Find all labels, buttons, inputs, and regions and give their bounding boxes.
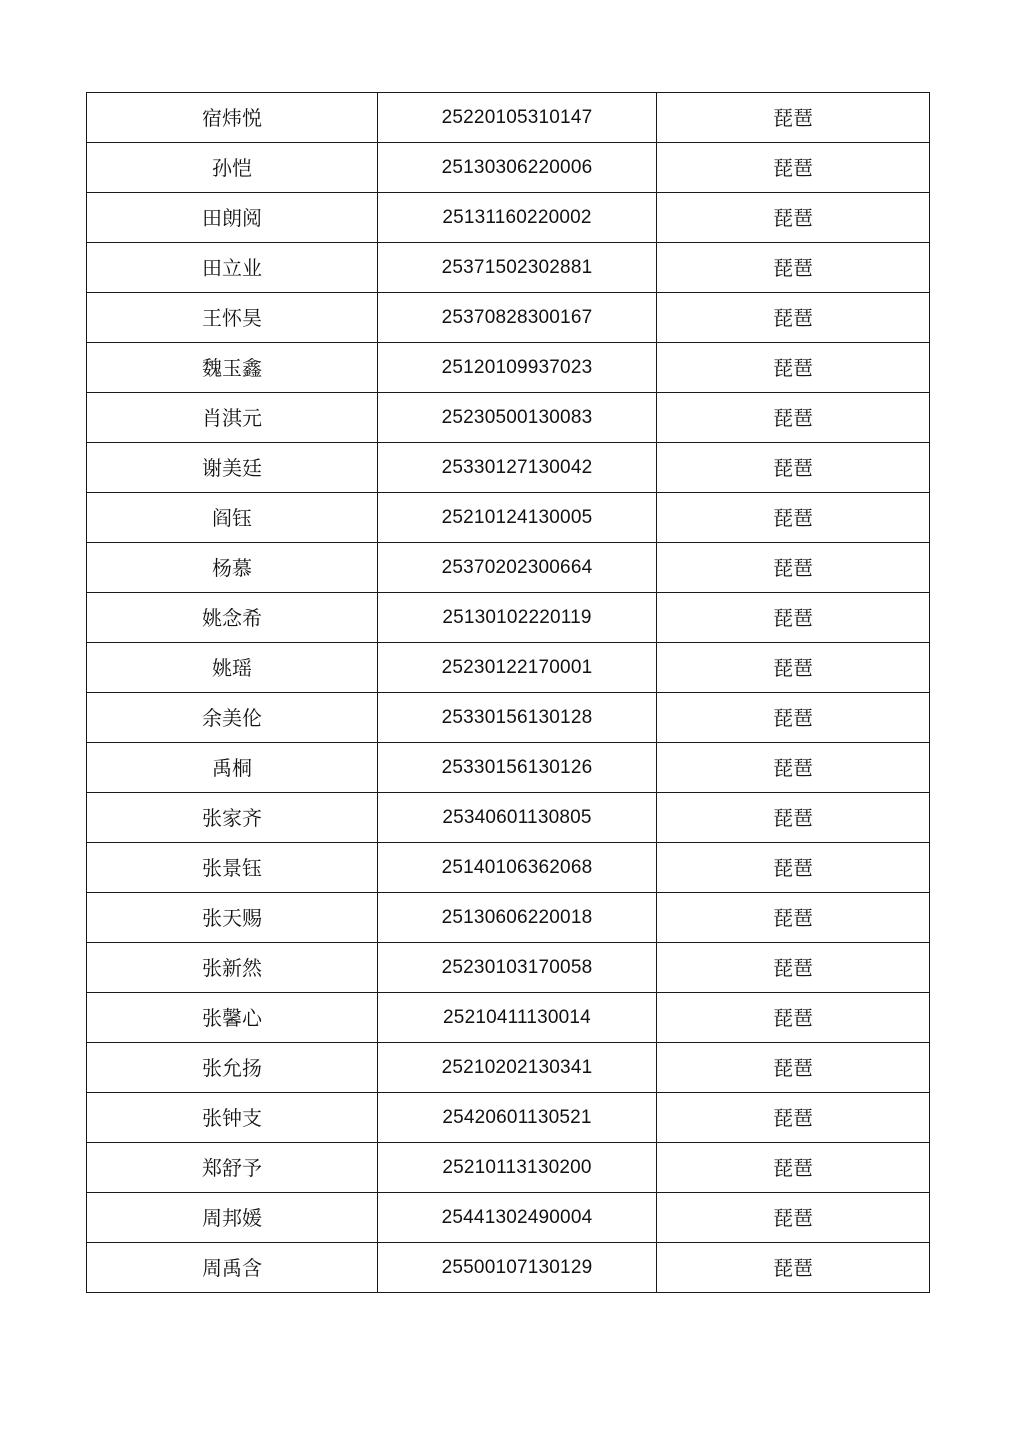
name-cell: 魏玉鑫 bbox=[87, 343, 378, 393]
candidate-id-cell: 25131160220002 bbox=[378, 193, 657, 243]
instrument-cell: 琵琶 bbox=[657, 593, 930, 643]
instrument-cell: 琵琶 bbox=[657, 793, 930, 843]
candidate-id-cell: 25210411130014 bbox=[378, 993, 657, 1043]
name-cell: 周邦媛 bbox=[87, 1193, 378, 1243]
name-cell: 张天赐 bbox=[87, 893, 378, 943]
instrument-cell: 琵琶 bbox=[657, 143, 930, 193]
candidate-id-cell: 25420601130521 bbox=[378, 1093, 657, 1143]
instrument-cell: 琵琶 bbox=[657, 343, 930, 393]
instrument-cell: 琵琶 bbox=[657, 1243, 930, 1293]
candidate-id-cell: 25330156130126 bbox=[378, 743, 657, 793]
candidate-id-cell: 25130606220018 bbox=[378, 893, 657, 943]
table-row bbox=[87, 893, 930, 943]
instrument-cell: 琵琶 bbox=[657, 943, 930, 993]
name-cell: 姚念希 bbox=[87, 593, 378, 643]
candidate-id-cell: 25370202300664 bbox=[378, 543, 657, 593]
name-cell: 张家齐 bbox=[87, 793, 378, 843]
instrument-cell: 琵琶 bbox=[657, 243, 930, 293]
candidate-id-cell: 25130102220119 bbox=[378, 593, 657, 643]
instrument-cell: 琵琶 bbox=[657, 1193, 930, 1243]
name-cell: 郑舒予 bbox=[87, 1143, 378, 1193]
instrument-cell: 琵琶 bbox=[657, 293, 930, 343]
instrument-cell: 琵琶 bbox=[657, 193, 930, 243]
name-cell: 谢美廷 bbox=[87, 443, 378, 493]
instrument-cell: 琵琶 bbox=[657, 1093, 930, 1143]
name-cell: 孙恺 bbox=[87, 143, 378, 193]
table-row bbox=[87, 843, 930, 893]
candidate-id-cell: 25330156130128 bbox=[378, 693, 657, 743]
candidate-id-cell: 25210124130005 bbox=[378, 493, 657, 543]
name-cell: 周禹含 bbox=[87, 1243, 378, 1293]
table-row bbox=[87, 93, 930, 143]
candidate-id-cell: 25371502302881 bbox=[378, 243, 657, 293]
table-row bbox=[87, 743, 930, 793]
name-cell: 杨慕 bbox=[87, 543, 378, 593]
candidate-id-cell: 25220105310147 bbox=[378, 93, 657, 143]
instrument-cell: 琵琶 bbox=[657, 643, 930, 693]
candidate-id-cell: 25230122170001 bbox=[378, 643, 657, 693]
instrument-cell: 琵琶 bbox=[657, 493, 930, 543]
name-cell: 宿炜悦 bbox=[87, 93, 378, 143]
candidate-id-cell: 25140106362068 bbox=[378, 843, 657, 893]
name-cell: 张允扬 bbox=[87, 1043, 378, 1093]
name-cell: 田朗阅 bbox=[87, 193, 378, 243]
instrument-cell: 琵琶 bbox=[657, 993, 930, 1043]
name-cell: 张馨心 bbox=[87, 993, 378, 1043]
name-cell: 王怀昊 bbox=[87, 293, 378, 343]
instrument-cell: 琵琶 bbox=[657, 93, 930, 143]
name-cell: 张新然 bbox=[87, 943, 378, 993]
table-row bbox=[87, 1243, 930, 1293]
name-cell: 姚瑶 bbox=[87, 643, 378, 693]
instrument-cell: 琵琶 bbox=[657, 443, 930, 493]
table-row bbox=[87, 693, 930, 743]
table-row bbox=[87, 1193, 930, 1243]
instrument-cell: 琵琶 bbox=[657, 1043, 930, 1093]
candidate-id-cell: 25210202130341 bbox=[378, 1043, 657, 1093]
candidate-id-cell: 25130306220006 bbox=[378, 143, 657, 193]
candidate-id-cell: 25230500130083 bbox=[378, 393, 657, 443]
table-row bbox=[87, 643, 930, 693]
table-row bbox=[87, 443, 930, 493]
table-row bbox=[87, 993, 930, 1043]
name-cell: 阎钰 bbox=[87, 493, 378, 543]
instrument-cell: 琵琶 bbox=[657, 393, 930, 443]
roster-table bbox=[86, 92, 930, 1293]
table-row bbox=[87, 393, 930, 443]
candidate-id-cell: 25330127130042 bbox=[378, 443, 657, 493]
table-row bbox=[87, 343, 930, 393]
table-row bbox=[87, 143, 930, 193]
table-row bbox=[87, 1143, 930, 1193]
instrument-cell: 琵琶 bbox=[657, 843, 930, 893]
candidate-id-cell: 25500107130129 bbox=[378, 1243, 657, 1293]
candidate-id-cell: 25210113130200 bbox=[378, 1143, 657, 1193]
name-cell: 张景钰 bbox=[87, 843, 378, 893]
table-row bbox=[87, 543, 930, 593]
name-cell: 禹桐 bbox=[87, 743, 378, 793]
candidate-id-cell: 25441302490004 bbox=[378, 1193, 657, 1243]
candidate-id-cell: 25370828300167 bbox=[378, 293, 657, 343]
table-row bbox=[87, 943, 930, 993]
candidate-id-cell: 25120109937023 bbox=[378, 343, 657, 393]
instrument-cell: 琵琶 bbox=[657, 893, 930, 943]
table-row bbox=[87, 593, 930, 643]
table-row bbox=[87, 493, 930, 543]
name-cell: 余美伦 bbox=[87, 693, 378, 743]
table-row bbox=[87, 193, 930, 243]
instrument-cell: 琵琶 bbox=[657, 693, 930, 743]
instrument-cell: 琵琶 bbox=[657, 1143, 930, 1193]
table-row bbox=[87, 793, 930, 843]
table-row bbox=[87, 1043, 930, 1093]
candidate-id-cell: 25230103170058 bbox=[378, 943, 657, 993]
name-cell: 张钟支 bbox=[87, 1093, 378, 1143]
instrument-cell: 琵琶 bbox=[657, 743, 930, 793]
name-cell: 田立业 bbox=[87, 243, 378, 293]
candidate-id-cell: 25340601130805 bbox=[378, 793, 657, 843]
name-cell: 肖淇元 bbox=[87, 393, 378, 443]
table-row bbox=[87, 1093, 930, 1143]
instrument-cell: 琵琶 bbox=[657, 543, 930, 593]
table-row bbox=[87, 293, 930, 343]
table-row bbox=[87, 243, 930, 293]
roster-table-body bbox=[87, 93, 930, 1293]
